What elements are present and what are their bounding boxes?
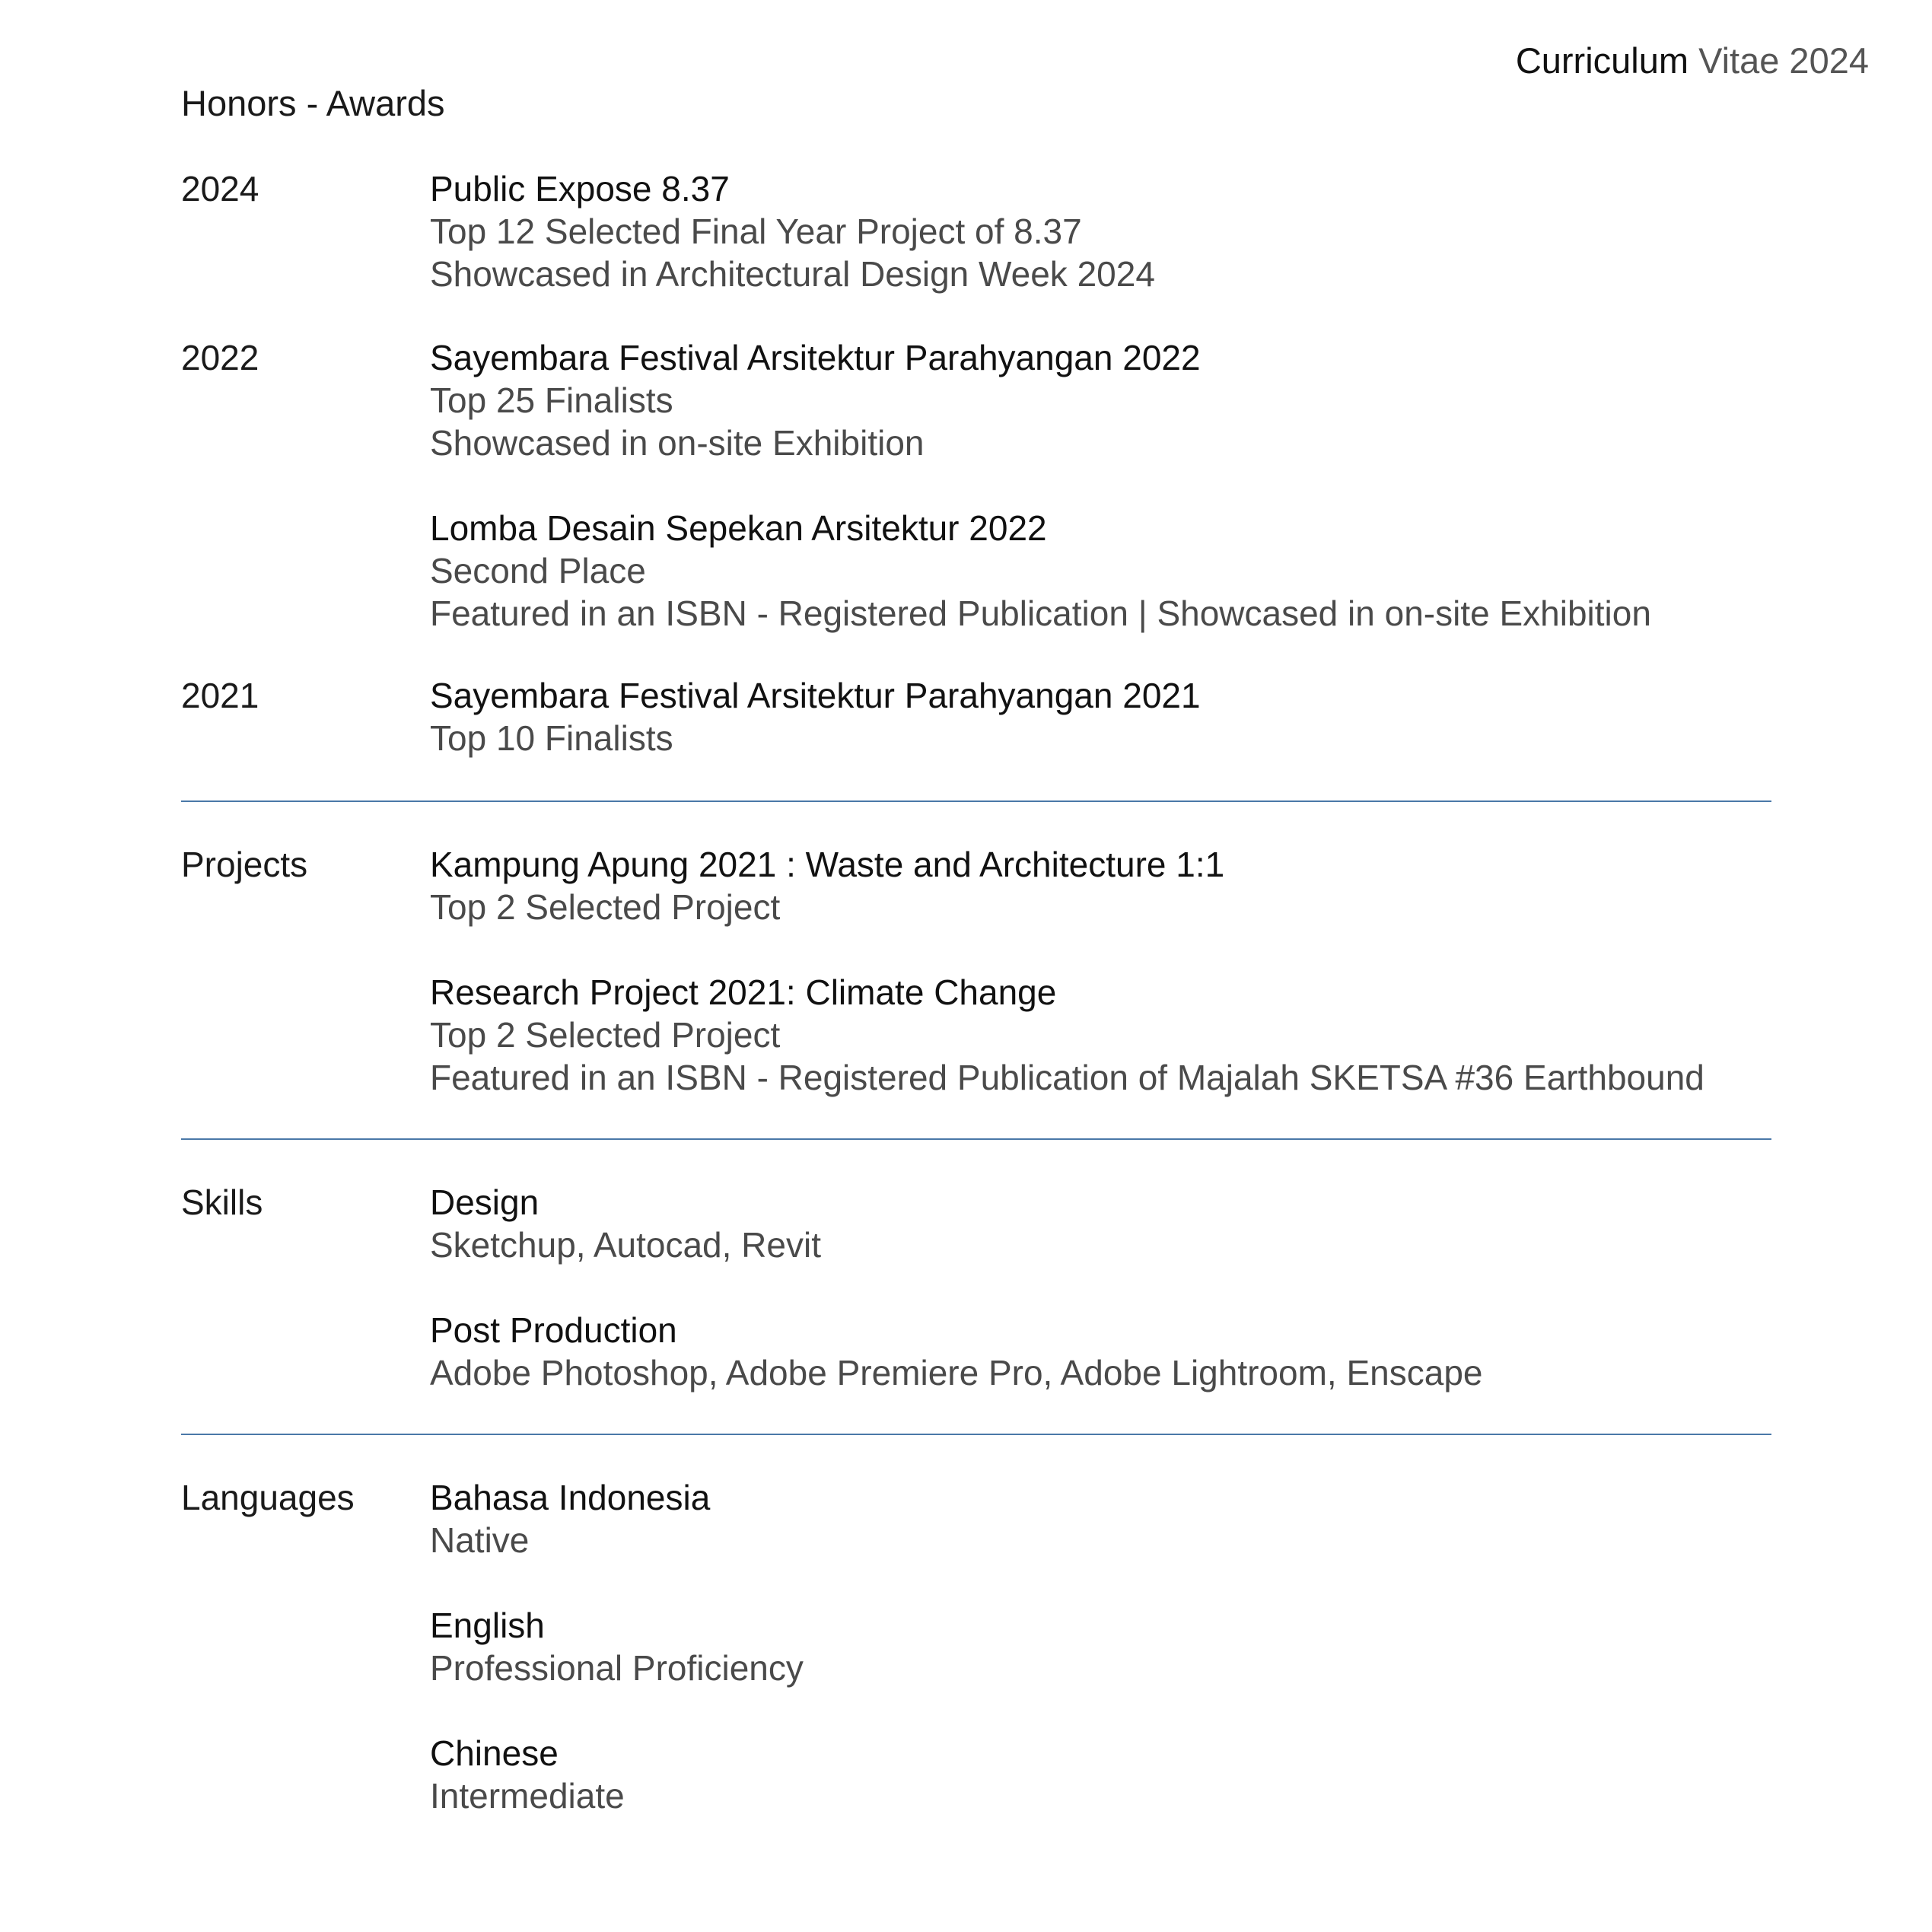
entry-title: English [430, 1606, 545, 1645]
entry-title: Chinese [430, 1733, 559, 1773]
entry-line: Intermediate [430, 1776, 625, 1816]
document-title [1515, 40, 1869, 81]
project-entry [430, 971, 1769, 1099]
entry-title: Bahasa Indonesia [430, 1478, 711, 1517]
title-strong: Curriculum [1515, 40, 1689, 81]
award-entry [430, 507, 1769, 635]
entry-line: Adobe Photoshop, Adobe Premiere Pro, Adobe Lightroom, Enscape [430, 1353, 1483, 1393]
entry-title: Public Expose 8.37 [430, 169, 730, 208]
entries [430, 336, 1769, 635]
entries [430, 843, 1769, 1099]
entry-line: Featured in an ISBN - Registered Publication | Showcased in on-site Exhibition [430, 594, 1651, 633]
entry-line: Top 2 Selected Project [430, 1015, 781, 1055]
entry-line: Showcased in Architectural Design Week 2024 [430, 254, 1155, 294]
entries [430, 167, 1769, 295]
entry-line: Top 10 Finalists [430, 718, 673, 758]
section-divider [181, 800, 1771, 802]
entry-line: Top 12 Selected Final Year Project of 8.37 [430, 212, 1082, 251]
entry-line: Top 2 Selected Project [430, 887, 781, 927]
award-entry [430, 167, 1769, 295]
entry-line: Showcased in on-site Exhibition [430, 423, 925, 463]
section-divider [181, 1138, 1771, 1140]
skill-entry [430, 1309, 1769, 1394]
skill-entry [430, 1181, 1769, 1266]
entry-line: Sketchup, Autocad, Revit [430, 1225, 821, 1265]
entry-title: Sayembara Festival Arsitektur Parahyangan 2021 [430, 676, 1201, 715]
award-entry [430, 336, 1769, 464]
entry-title: Design [430, 1182, 539, 1222]
title-light: Vitae 2024 [1698, 40, 1869, 81]
entry-line: Second Place [430, 551, 646, 590]
language-entry [430, 1604, 1769, 1689]
honors-heading: Honors - Awards [181, 83, 445, 123]
entry-line: Professional Proficiency [430, 1648, 804, 1688]
entry-title: Kampung Apung 2021 : Waste and Architecture 1:1 [430, 845, 1225, 884]
entry-title: Sayembara Festival Arsitektur Parahyangan 2022 [430, 338, 1201, 377]
entry-title: Lomba Desain Sepekan Arsitektur 2022 [430, 508, 1047, 548]
language-entry [430, 1732, 1769, 1817]
year-label: 2022 [181, 338, 259, 377]
projects-label: Projects [181, 845, 308, 884]
year-label: 2024 [181, 169, 259, 208]
entry-line: Featured in an ISBN - Registered Publication of Majalah SKETSA #36 Earthbound [430, 1058, 1704, 1097]
project-entry [430, 843, 1769, 928]
award-entry [430, 674, 1769, 759]
entry-title: Post Production [430, 1310, 677, 1350]
entries [430, 674, 1769, 759]
entries [430, 1181, 1769, 1394]
entry-title: Research Project 2021: Climate Change [430, 972, 1057, 1012]
year-label: 2021 [181, 676, 259, 715]
language-entry [430, 1476, 1769, 1561]
section-divider [181, 1434, 1771, 1435]
entries [430, 1476, 1769, 1817]
entry-line: Native [430, 1520, 530, 1560]
entry-line: Top 25 Finalists [430, 380, 673, 420]
skills-label: Skills [181, 1182, 263, 1222]
languages-label: Languages [181, 1478, 355, 1517]
